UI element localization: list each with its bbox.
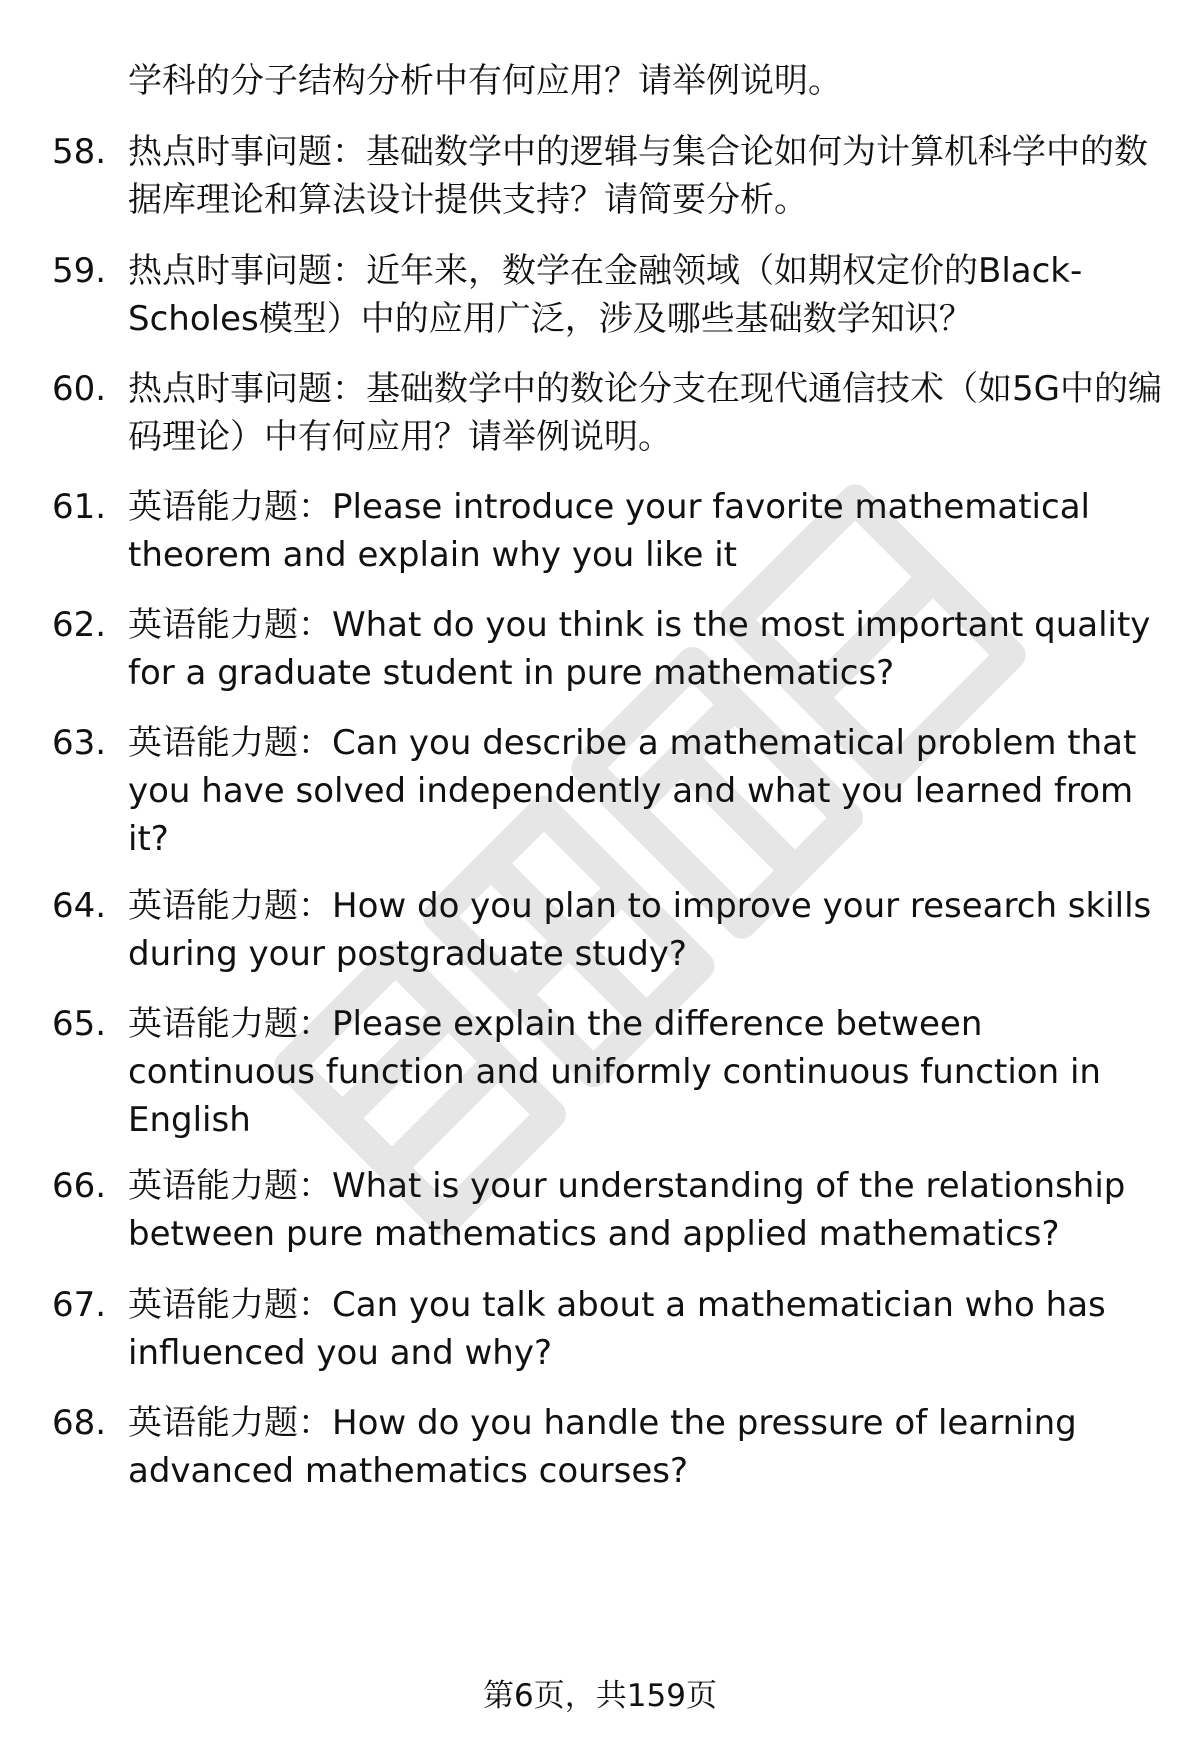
question-number: 62. [52,605,107,645]
question-category: 热点时事问题： [128,132,366,172]
question-text [128,1162,1163,1258]
continuation-text: 学科的分子结构分析中有何应用？请举例说明。 [128,61,842,101]
question-text [128,601,1163,697]
question-category: 英语能力题： [128,487,332,527]
question-body: Please explain the difference between continuous function and uniformly continuous function in English [128,1004,1101,1140]
question-number: 66. [52,1166,107,1206]
question-body: Please introduce your favorite mathematical theorem and explain why you like it [128,487,1090,575]
page-footer: 第6页，共159页 [483,1678,717,1714]
question-body: How do you plan to improve your research skills during your postgraduate study? [128,886,1152,974]
question-number: 65. [52,1004,107,1044]
question-category: 英语能力题： [128,605,332,645]
question-text [128,247,1163,343]
question-number: 63. [52,723,107,763]
question-body: What is your understanding of the relationship between pure mathematics and applied mathematics? [128,1166,1126,1254]
question-category: 英语能力题： [128,1004,332,1044]
question-number: 68. [52,1403,107,1443]
question-text [128,719,1163,863]
question-text [128,1281,1163,1377]
question-body: 基础数学中的数论分支在现代通信技术（如5G中的编码理论）中有何应用？请举例说明。 [128,369,1162,457]
question-category: 英语能力题： [128,886,332,926]
question-body: How do you handle the pressure of learning advanced mathematics courses? [128,1403,1077,1491]
question-number: 64. [52,886,107,926]
question-number: 61. [52,487,107,527]
question-category: 英语能力题： [128,1166,332,1206]
question-body: 基础数学中的逻辑与集合论如何为计算机科学中的数据库理论和算法设计提供支持？请简要分析。 [128,132,1148,220]
question-number: 59. [52,251,107,291]
question-category: 英语能力题： [128,1403,332,1443]
question-text [128,483,1163,579]
question-body: Can you describe a mathematical problem that you have solved independently and what you learned from it? [128,723,1137,859]
question-text [128,365,1163,461]
question-text [128,882,1163,978]
question-category: 热点时事问题： [128,251,366,291]
question-text [128,1399,1163,1495]
question-category: 英语能力题： [128,723,332,763]
question-body: What do you think is the most important quality for a graduate student in pure mathematics? [128,605,1151,693]
question-body: Can you talk about a mathematician who has influenced you and why? [128,1285,1106,1373]
question-text [128,1000,1163,1144]
question-category: 热点时事问题： [128,369,366,409]
question-number: 58. [52,132,107,172]
question-number: 60. [52,369,107,409]
question-number: 67. [52,1285,107,1325]
question-category: 英语能力题： [128,1285,332,1325]
question-body: 近年来，数学在金融领域（如期权定价的Black-Scholes模型）中的应用广泛，涉及哪些基础数学知识？ [128,251,1083,339]
question-text [128,128,1163,224]
